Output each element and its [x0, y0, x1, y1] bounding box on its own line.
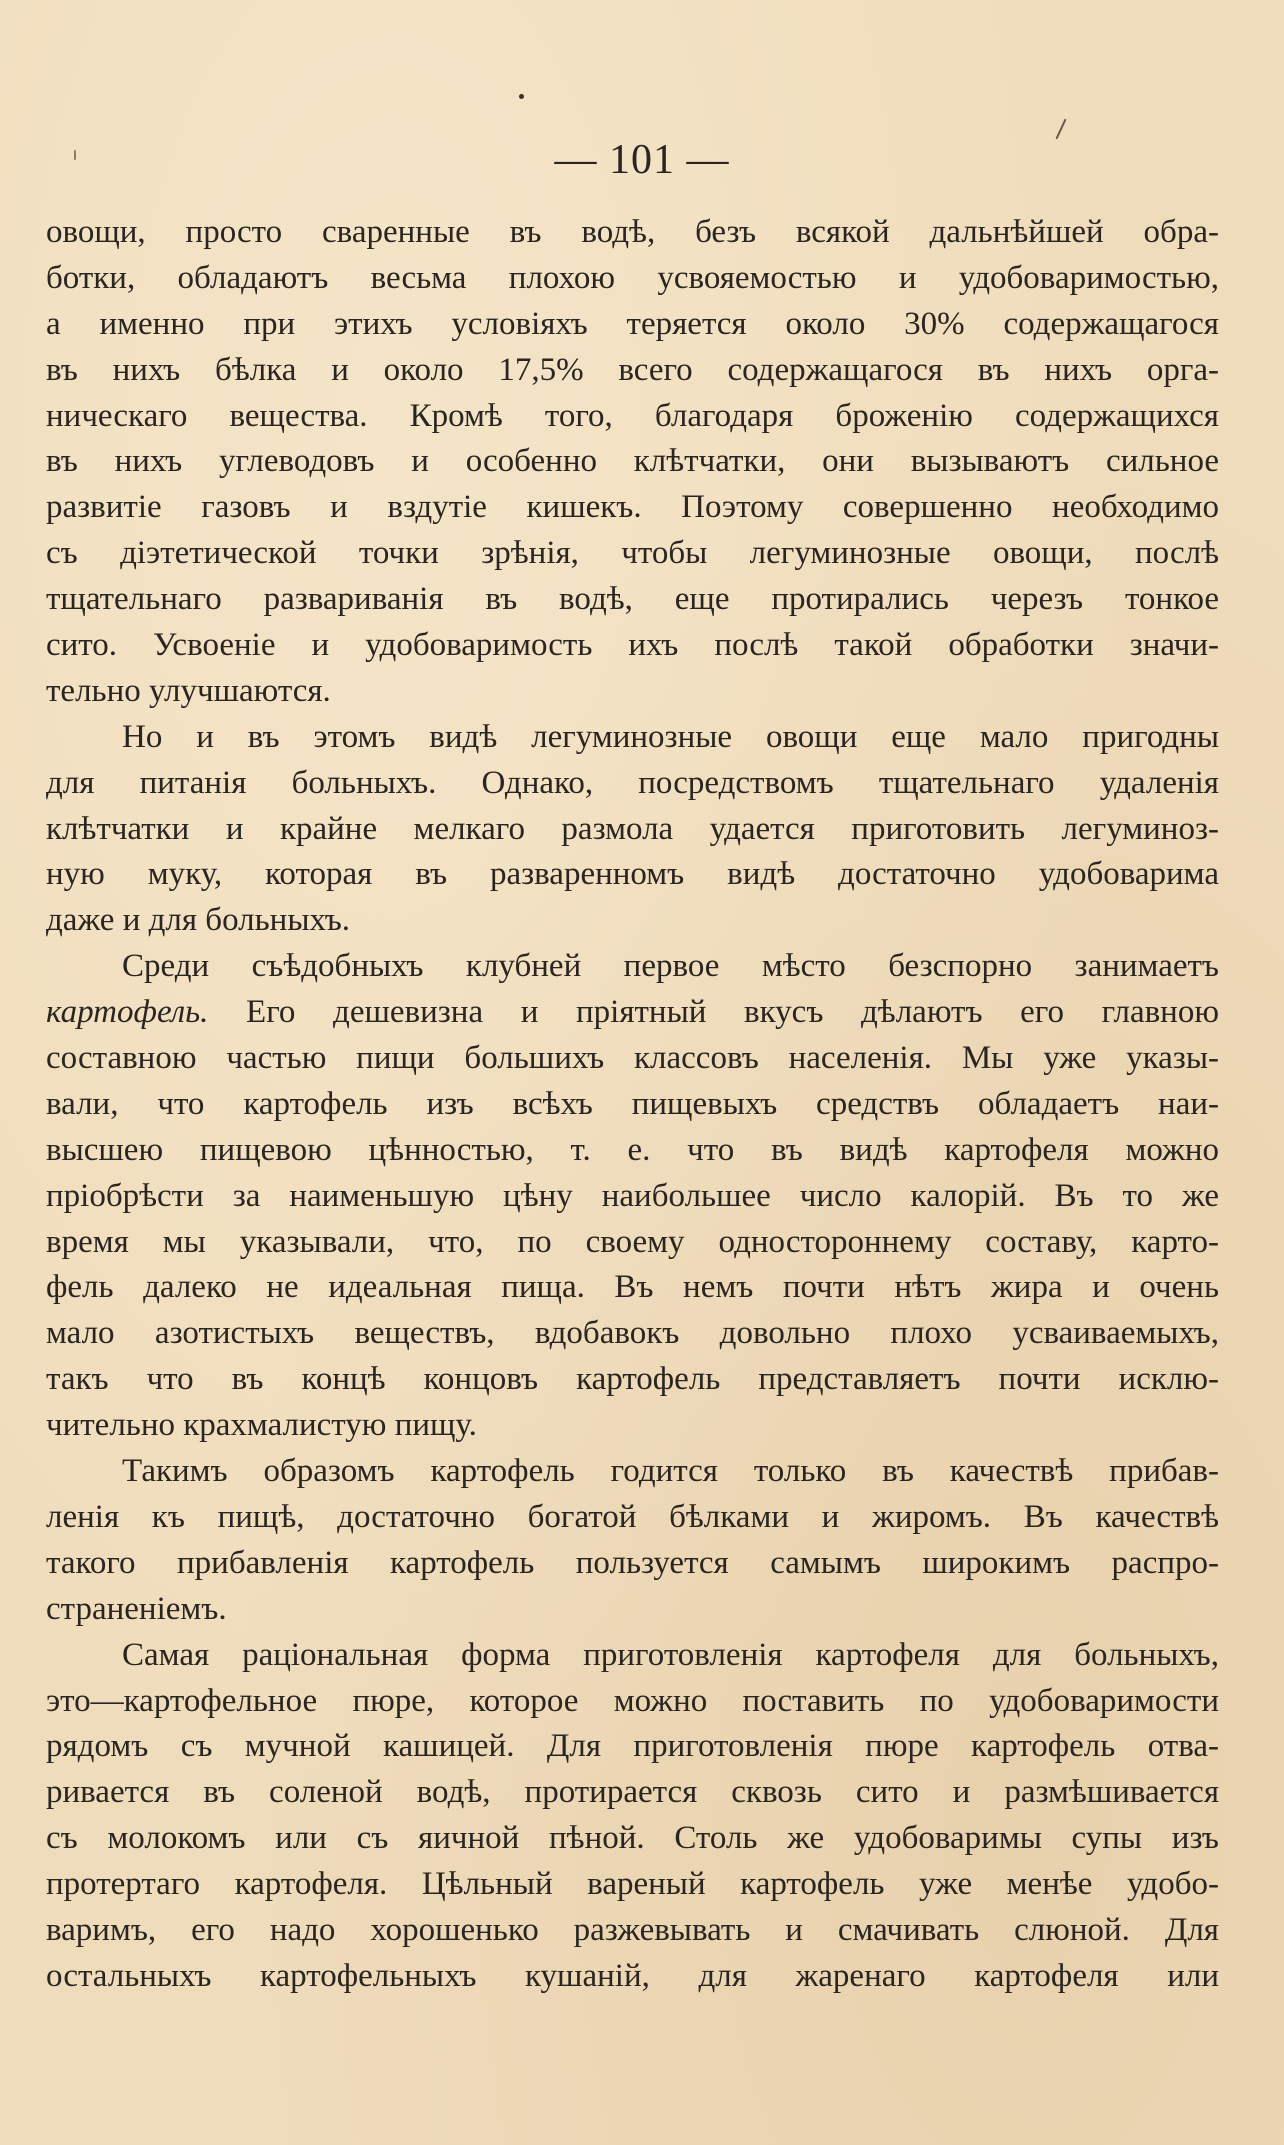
- text-line: клѣтчатки и крайне мелкаго размола удается приготовить легуминоз-: [46, 810, 1219, 847]
- text-line: ническаго вещества. Кромѣ того, благодаря броженію содержащихся: [46, 397, 1219, 434]
- paragraph: [46, 210, 1219, 715]
- text-line: ботки, обладаютъ весьма плохою усвояемостью и удобоваримостью,: [46, 259, 1219, 296]
- text-line: чительно крахмалистую пищу.: [46, 1407, 477, 1444]
- text-line: фель далеко не идеальная пища. Въ немъ почти нѣтъ жира и очень: [46, 1269, 1219, 1306]
- paragraph: [46, 1449, 1219, 1633]
- text-line: Такимъ образомъ картофель годится только въ качествѣ прибав-: [122, 1453, 1219, 1490]
- text-line: Но и въ этомъ видѣ легуминозные овощи еще мало пригодны: [122, 718, 1219, 755]
- text-line: овощи, просто сваренные въ водѣ, безъ всякой дальнѣйшей обра-: [46, 214, 1219, 250]
- text-line: даже и для больныхъ.: [46, 902, 351, 939]
- text-line: варимъ, его надо хорошенько разжевывать и смачивать слюной. Для: [46, 1911, 1219, 1948]
- text-line: ривается въ соленой водѣ, протирается сквозь сито и размѣшивается: [46, 1774, 1219, 1811]
- paragraph: [46, 944, 1219, 1449]
- text-line: такъ что въ концѣ концовъ картофель представляетъ почти исклю-: [46, 1361, 1219, 1398]
- text-line: ленія къ пищѣ, достаточно богатой бѣлками и жиромъ. Въ качествѣ: [46, 1498, 1219, 1535]
- paragraph: [46, 715, 1219, 944]
- paragraph: [46, 1633, 1219, 2000]
- text-line: развитіе газовъ и вздутіе кишекъ. Поэтому совершенно необходимо: [46, 489, 1219, 526]
- text-line: въ нихъ бѣлка и около 17,5% всего содержащагося въ нихъ орга-: [46, 351, 1219, 388]
- page-text: [46, 210, 1219, 2000]
- text-line: тельно улучшаются.: [46, 672, 331, 709]
- text-line: ную муку, которая въ разваренномъ видѣ достаточно удобоварима: [46, 856, 1219, 893]
- text-line: остальныхъ картофельныхъ кушаній, для жаренаго картофеля или: [46, 1957, 1219, 1994]
- text-line: высшею пищевою цѣнностью, т. е. что въ видѣ картофеля можно: [46, 1131, 1219, 1168]
- text-line: протертаго картофеля. Цѣльный вареный картофель уже менѣе удобо-: [46, 1866, 1219, 1903]
- text-line: съ діэтетической точки зрѣнія, чтобы легуминозные овощи, послѣ: [46, 535, 1219, 572]
- text-line: съ молокомъ или съ яичной пѣной. Столь же удобоваримы супы изъ: [46, 1820, 1219, 1857]
- text-line: такого прибавленія картофель пользуется самымъ широкимъ распро-: [46, 1544, 1219, 1581]
- text-line: время мы указывали, что, по своему одностороннему составу, карто-: [46, 1223, 1219, 1260]
- text-line: а именно при этихъ условіяхъ теряется около 30% содержащагося: [46, 305, 1219, 342]
- ink-dot: [519, 94, 524, 99]
- text-line: тщательнаго развариванія въ водѣ, еще протирались черезъ тонкое: [46, 581, 1219, 618]
- text-line: Самая раціональная форма приготовленія картофеля для больныхъ,: [122, 1636, 1219, 1673]
- text-line: вали, что картофель изъ всѣхъ пищевыхъ средствъ обладаетъ наи-: [46, 1085, 1219, 1122]
- text-line: составною частью пищи большихъ классовъ населенія. Мы уже указы-: [46, 1040, 1219, 1077]
- text-line: Среди съѣдобныхъ клубней первое мѣсто безспорно занимаетъ: [122, 948, 1219, 985]
- line-rest: Его дешевизна и пріятный вкусъ дѣлаютъ его главною: [208, 994, 1219, 1031]
- page-number: — 101 —: [554, 137, 730, 183]
- text-line: [46, 990, 1219, 1036]
- text-line: это—картофельное пюре, которое можно поставить по удобоваримости: [46, 1682, 1219, 1719]
- text-line: въ нихъ углеводовъ и особенно клѣтчатки, они вызываютъ сильное: [46, 443, 1219, 480]
- text-line: рядомъ съ мучной кашицей. Для приготовленія пюре картофель отва-: [46, 1728, 1219, 1765]
- italic-term: картофель.: [46, 994, 209, 1031]
- text-line: пріобрѣсти за наименьшую цѣну наибольшее число калорій. Въ то же: [46, 1177, 1219, 1214]
- text-line: для питанія больныхъ. Однако, посредствомъ тщательнаго удаленія: [46, 764, 1219, 801]
- text-line: мало азотистыхъ веществъ, вдобавокъ довольно плохо усваиваемыхъ,: [46, 1315, 1219, 1352]
- text-line: сито. Усвоеніе и удобоваримость ихъ послѣ такой обработки значи-: [46, 627, 1219, 664]
- text-line: страненіемъ.: [46, 1590, 227, 1627]
